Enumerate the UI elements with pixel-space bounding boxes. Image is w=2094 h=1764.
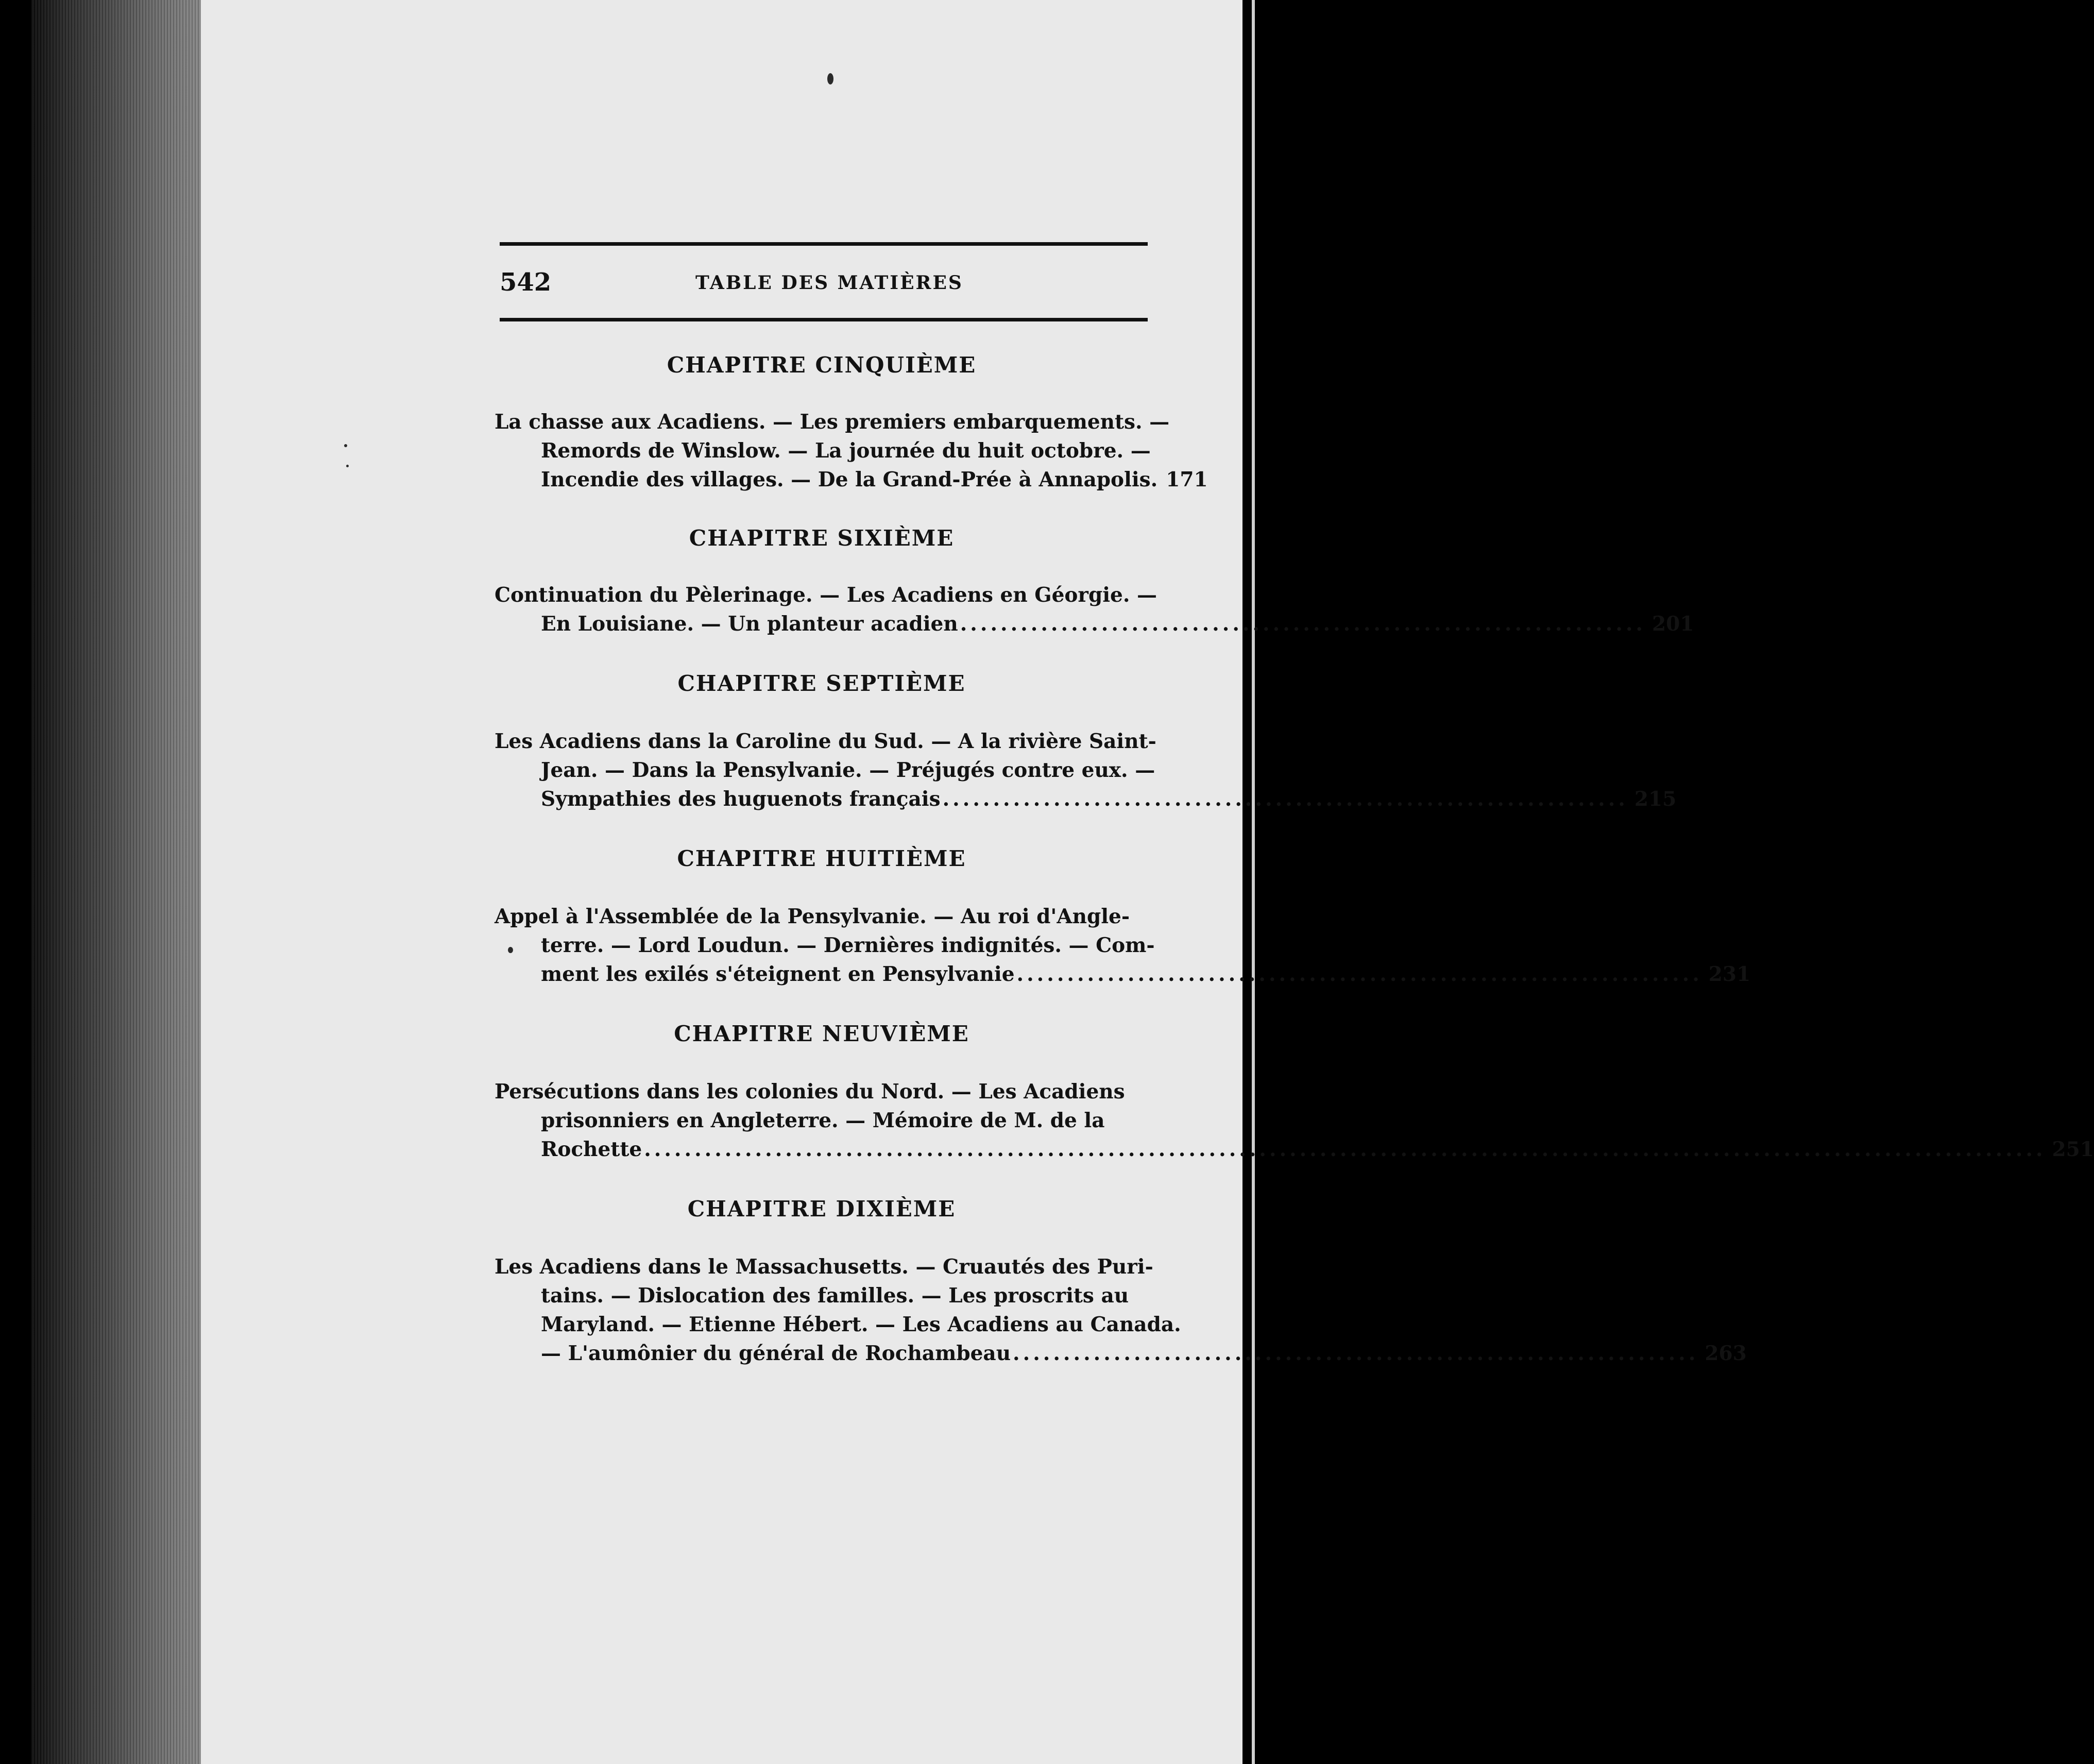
entry-line <box>495 1080 1146 1104</box>
entry-text: Remords de Winslow. — La journée du huit octobre. — <box>541 439 1151 463</box>
entry-text: ment les exilés s'éteignent en Pensylvanie <box>541 962 1015 986</box>
entry-text: Persécutions dans les colonies du Nord. — Les Acadiens <box>495 1080 1125 1104</box>
dot-leader: .................................................................... <box>960 612 1646 636</box>
entry-line <box>541 1313 1181 1336</box>
page-paper <box>201 0 1242 1764</box>
entry-line <box>495 410 1170 434</box>
dot-leader: ........................................................................................................................................... <box>644 1138 2046 1161</box>
entry-line <box>541 934 1155 957</box>
running-head: TABLE DES MATIÈRES <box>695 272 963 294</box>
book-page-edges <box>31 0 206 1764</box>
entry-line <box>541 1342 1747 1365</box>
dot-leader: .................................................................... <box>942 787 1628 811</box>
chapter-title: CHAPITRE SEPTIÈME <box>677 671 966 696</box>
dot-leader: .................................................................... <box>1013 1342 1699 1365</box>
chapter-title: CHAPITRE SIXIÈME <box>689 525 955 551</box>
entry-text: Les Acadiens dans la Caroline du Sud. — A la rivière Saint- <box>495 730 1156 753</box>
page-ref: 215 <box>1634 787 1677 811</box>
header-rule-bottom <box>500 318 1148 321</box>
entry-text: Rochette <box>541 1138 642 1161</box>
page-number: 542 <box>500 268 552 297</box>
scan-border <box>1242 0 1278 1764</box>
border-line <box>1252 0 1255 1764</box>
page-ref: 251 <box>2052 1138 2094 1161</box>
entry-line <box>541 468 1208 491</box>
chapter-title: CHAPITRE NEUVIÈME <box>674 1021 969 1046</box>
page-ref: 263 <box>1705 1342 1747 1365</box>
entry-text: Appel à l'Assemblée de la Pensylvanie. — Au roi d'Angle- <box>495 905 1130 928</box>
entry-text: Les Acadiens dans le Massachusetts. — Cruautés des Puri- <box>495 1255 1153 1279</box>
entry-line <box>541 1109 1146 1132</box>
chapter-title: CHAPITRE DIXIÈME <box>687 1196 956 1222</box>
entry-text: — L'aumônier du général de Rochambeau <box>541 1342 1011 1365</box>
entry-text: tains. — Dislocation des familles. — Les proscrits au <box>541 1284 1129 1308</box>
chapter-title: CHAPITRE CINQUIÈME <box>667 352 977 378</box>
entry-line <box>541 1284 1146 1308</box>
entry-line <box>495 1255 1153 1279</box>
ink-speck <box>827 73 833 84</box>
dot-leader: .................................................................... <box>1016 962 1703 986</box>
page-ref: 171 <box>1166 468 1208 491</box>
entry-text: Sympathies des huguenots français <box>541 787 941 811</box>
entry-text: prisonniers en Angleterre. — Mémoire de M. de la <box>541 1109 1105 1132</box>
entry-line <box>541 758 1155 782</box>
page-ref: 231 <box>1708 962 1751 986</box>
entry-text: En Louisiane. — Un planteur acadien <box>541 612 958 636</box>
entry-text: Continuation du Pèlerinage. — Les Acadiens en Géorgie. — <box>495 583 1157 607</box>
entry-line <box>541 787 1677 811</box>
chapter-title: CHAPITRE HUITIÈME <box>677 846 966 871</box>
ink-speck <box>346 465 349 467</box>
entry-text: Jean. — Dans la Pensylvanie. — Préjugés contre eux. — <box>541 758 1155 782</box>
entry-line <box>541 1138 2094 1161</box>
entry-line <box>541 439 1151 463</box>
page-ref: 201 <box>1652 612 1694 636</box>
ink-speck <box>508 947 513 953</box>
entry-text: terre. — Lord Loudun. — Dernières indignités. — Com- <box>541 934 1155 957</box>
entry-line <box>541 612 1694 636</box>
entry-text: Incendie des villages. — De la Grand-Prée à Annapolis. <box>541 468 1158 491</box>
entry-text: La chasse aux Acadiens. — Les premiers embarquements. — <box>495 410 1170 434</box>
header-rule-top <box>500 242 1148 246</box>
entry-line <box>541 962 1751 986</box>
entry-line <box>495 905 1146 928</box>
entry-line <box>495 730 1156 753</box>
entry-text: Maryland. — Etienne Hébert. — Les Acadiens au Canada. <box>541 1313 1181 1336</box>
ink-speck <box>344 444 347 447</box>
entry-line <box>495 583 1157 607</box>
